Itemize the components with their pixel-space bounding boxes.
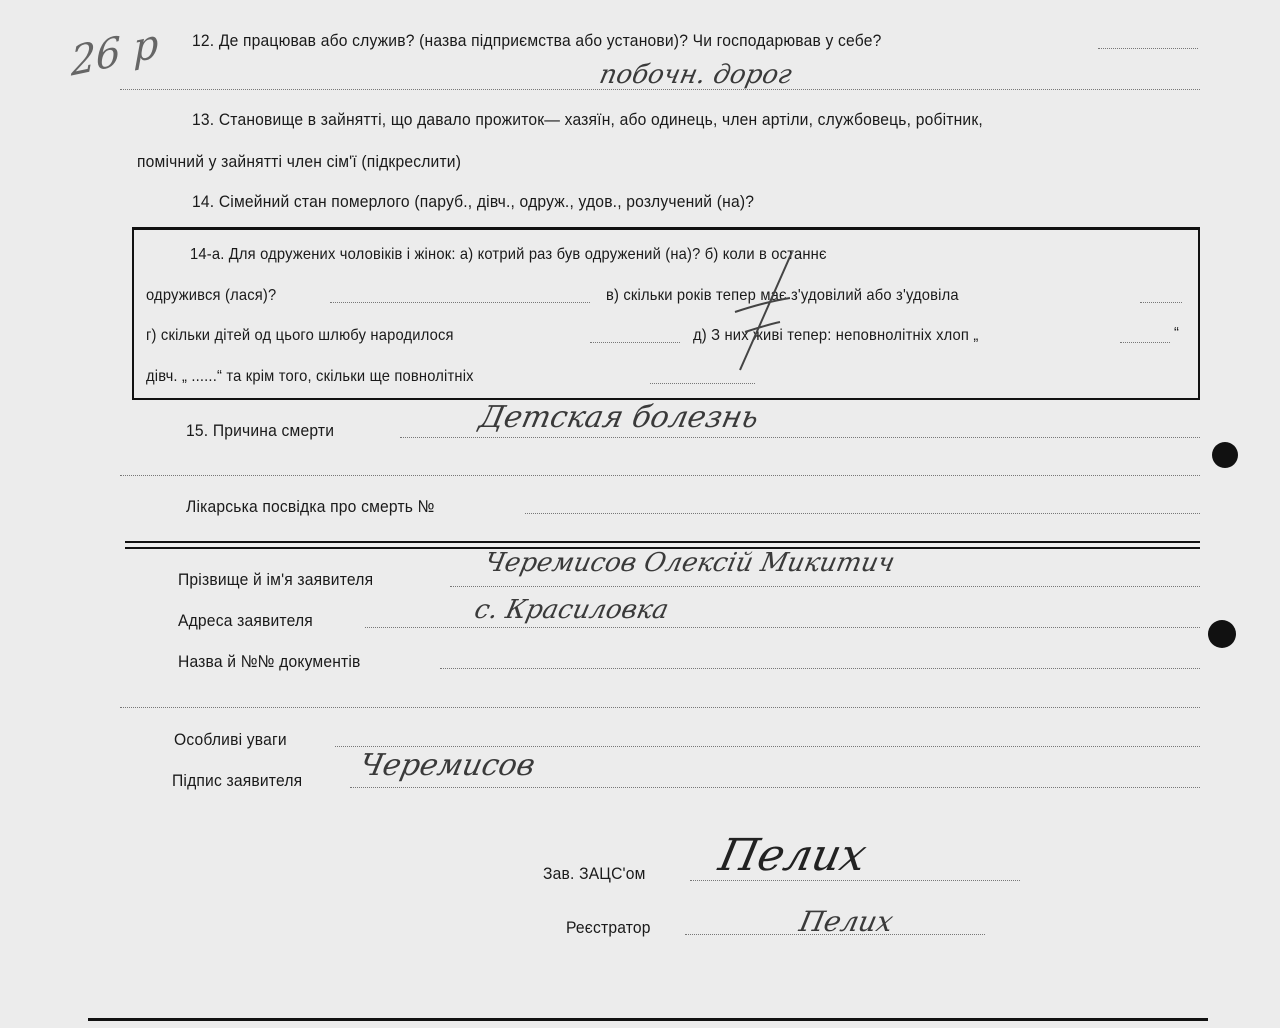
applicant-docs-line2 (120, 707, 1200, 708)
q14a-line3b-dots (1120, 342, 1170, 343)
applicant-signature-line (350, 787, 1200, 788)
applicant-docs-label: Назва й №№ документів (178, 652, 361, 671)
applicant-signature: Черемисов (356, 748, 539, 783)
registrar-signature: Пелих (796, 905, 897, 938)
q14a-line3a: г) скільки дітей од цього шлюбу народилося (146, 327, 454, 344)
q14a-line3b: д) З них живі тепер: неповнолітніх хлоп „ (693, 327, 979, 344)
applicant-docs-line (440, 668, 1200, 669)
medical-cert-line (525, 513, 1200, 514)
applicant-name-line (450, 586, 1200, 587)
head-label: Зав. ЗАЦС'ом (543, 864, 646, 883)
q14a-line3-dots (590, 342, 680, 343)
divider (125, 541, 1200, 543)
medical-cert-label: Лікарська посвідка про смерть № (186, 497, 435, 516)
applicant-address-value: с. Красиловка (471, 595, 672, 625)
q15-label: 15. Причина смерти (186, 421, 335, 440)
applicant-signature-label: Підпис заявителя (172, 771, 303, 790)
margin-note: 26 р (70, 20, 159, 86)
q13-line1: 13. Становище в зайнятті, що давало прожиток— хазяїн, або одинець, член артіли, службовець, робітник, (192, 110, 983, 129)
registrar-label: Реєстратор (566, 918, 651, 937)
q15-line (400, 437, 1200, 438)
applicant-notes-label: Особливі уваги (174, 730, 287, 749)
applicant-notes-line (335, 746, 1200, 747)
q13-line2: помічний у зайнятті член сім'ї (підкреслити) (137, 152, 462, 171)
q15-line2 (120, 475, 1200, 476)
q14-label: 14. Сімейний стан померлого (паруб., дівч., одруж., удов., розлучений (на)? (192, 192, 755, 211)
q14a-line2b-dots (1140, 302, 1182, 303)
q14a-line2a: одружився (лася)? (146, 287, 277, 304)
q14a-line2b: в) скільки років тепер має з'удовілий або з'удовіла (606, 287, 959, 304)
q15-answer: Детская болезнь (476, 400, 763, 435)
bottom-divider (88, 1018, 1208, 1021)
q12-label: 12. Де працював або служив? (назва підприємства або установи)? Чи господарював у себе? (192, 31, 882, 50)
punch-hole (1212, 442, 1238, 468)
q14a-line3c: “ (1174, 325, 1180, 342)
applicant-address-label: Адреса заявителя (178, 611, 313, 630)
q14a-line4: дівч. „ ......“ та крім того, скільки ще повнолітніх (146, 368, 474, 385)
strike-mark (720, 240, 800, 380)
q14a-line4-dots (650, 383, 755, 384)
q12-line (1098, 48, 1198, 49)
applicant-name-label: Прізвище й ім'я заявителя (178, 570, 374, 589)
punch-hole (1208, 620, 1236, 648)
applicant-name-value: Черемисов Олексій Микитич (481, 548, 898, 578)
q14a-line1: 14-а. Для одружених чоловіків і жінок: а) котрий раз був одружений (на)? б) коли в останнє (190, 246, 827, 263)
q14a-line2-dots (330, 302, 590, 303)
head-signature: Пелих (714, 830, 871, 881)
applicant-address-line (365, 627, 1200, 628)
q12-answer: побочн. дорог (596, 60, 795, 90)
